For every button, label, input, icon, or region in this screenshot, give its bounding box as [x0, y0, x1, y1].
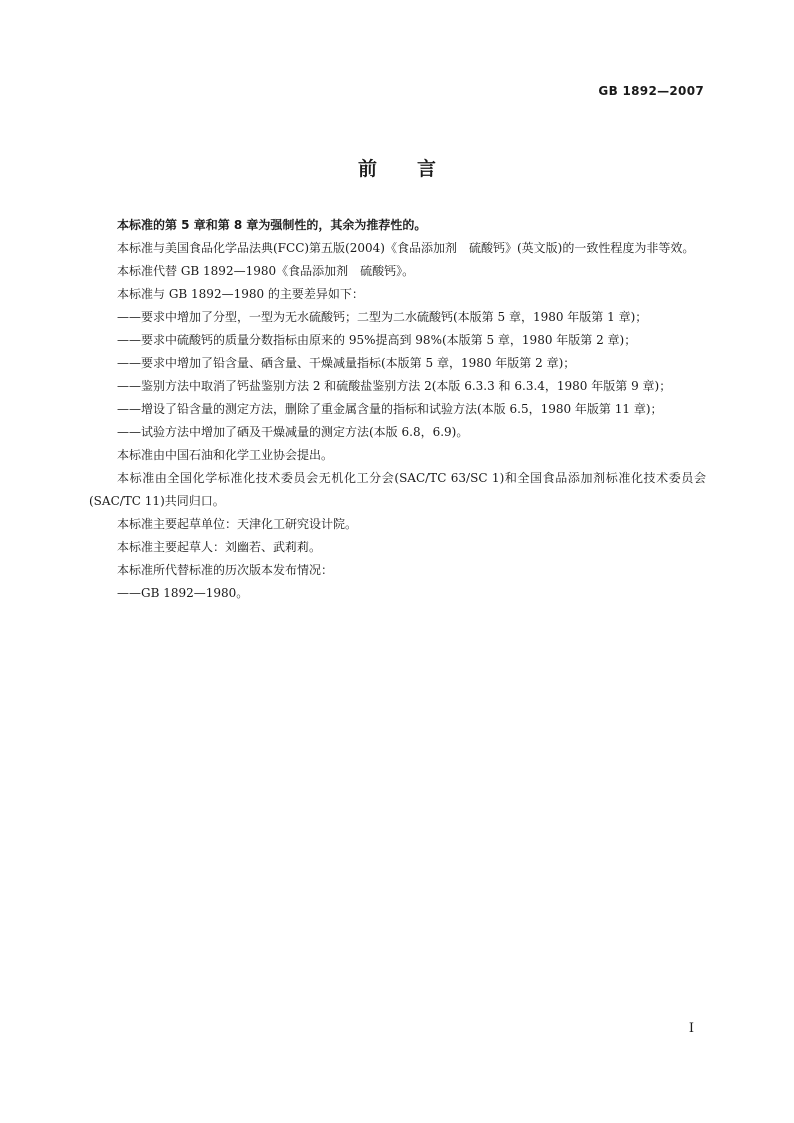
difference-item: ——要求中增加了分型，一型为无水硫酸钙；二型为二水硫酸钙(本版第 5 章，1980 年版第 1 章)；: [117, 310, 648, 324]
standard-code: GB 1892—2007: [598, 84, 704, 98]
history-intro: 本标准所代替标准的历次版本发布情况：: [117, 563, 334, 577]
difference-item: ——要求中增加了铅含量、硒含量、干燥减量指标(本版第 5 章，1980 年版第 2 章)；: [117, 356, 576, 370]
difference-item: ——试验方法中增加了硒及干燥减量的测定方法(本版 6.8，6.9)。: [117, 425, 469, 439]
differences-intro: 本标准与 GB 1892—1980 的主要差异如下：: [117, 287, 364, 301]
difference-item: ——鉴别方法中取消了钙盐鉴别方法 2 和硫酸盐鉴别方法 2(本版 6.3.3 和 6.3.4，1980 年版第 9 章)；: [117, 379, 672, 393]
consistency-statement: 本标准与美国食品化学品法典(FCC)第五版(2004)《食品添加剂 硫酸钙》(英文版)的一致性程度为非等效。: [117, 241, 695, 255]
foreword-body: [89, 214, 706, 605]
mandatory-statement: 本标准的第 5 章和第 8 章为强制性的，其余为推荐性的。: [117, 218, 427, 232]
drafters-statement: 本标准主要起草人：刘幽若、武莉莉。: [117, 540, 322, 554]
proposer-statement: 本标准由中国石油和化学工业协会提出。: [117, 448, 334, 462]
difference-item: ——增设了铅含量的测定方法，删除了重金属含量的指标和试验方法(本版 6.5，1980 年版第 11 章)；: [117, 402, 663, 416]
page-title: 前言: [357, 158, 476, 180]
history-item: ——GB 1892—1980。: [117, 586, 249, 600]
replacement-statement: 本标准代替 GB 1892—1980《食品添加剂 硫酸钙》。: [117, 264, 415, 278]
jurisdiction-statement: 本标准由全国化学标准化技术委员会无机化工分会(SAC/TC 63/SC 1)和全国食品添加剂标准化技术委员会(SAC/TC 11)共同归口。: [89, 471, 706, 508]
page-number: I: [688, 1021, 694, 1036]
difference-item: ——要求中硫酸钙的质量分数指标由原来的 95%提高到 98%(本版第 5 章，1980 年版第 2 章)；: [117, 333, 637, 347]
drafting-unit-statement: 本标准主要起草单位：天津化工研究设计院。: [117, 517, 358, 531]
